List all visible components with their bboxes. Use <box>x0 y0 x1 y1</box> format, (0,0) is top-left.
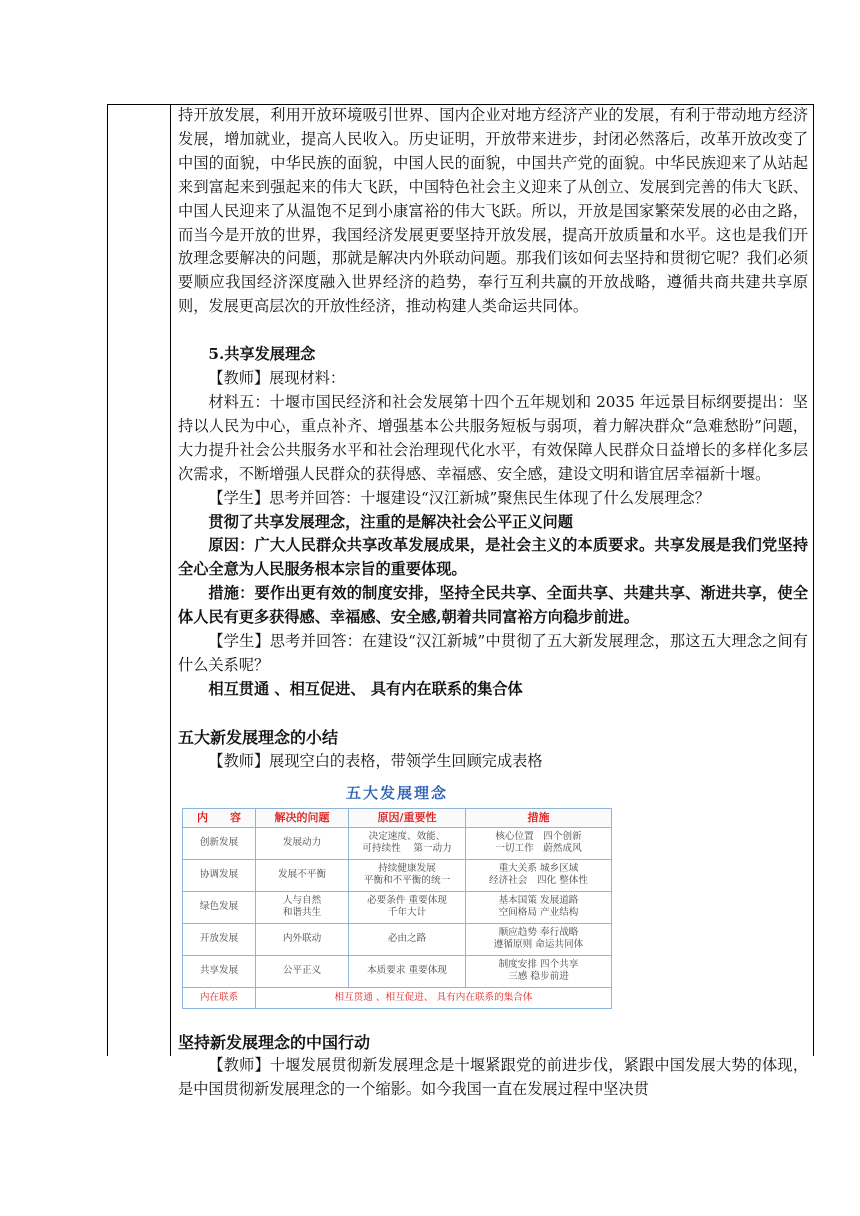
header-cell: 解决的问题 <box>256 808 349 827</box>
summary-label-cell: 内在联系 <box>183 987 256 1008</box>
spacer <box>178 319 808 343</box>
table-row <box>183 955 612 987</box>
table-header-row <box>183 808 612 827</box>
table-cell: 绿色发展 <box>183 891 256 923</box>
header-cell: 内 容 <box>183 808 256 827</box>
teacher-closing-paragraph: 【教师】十堰发展贯彻新发展理念是十堰紧跟党的前进步伐，紧跟中国发展大势的体现，是中国贯彻新发展理念的一个缩影。如今我国一直在发展过程中坚决贯 <box>178 1056 808 1099</box>
table-row <box>183 827 612 859</box>
table-cell: 人与自然 和谐共生 <box>256 891 349 923</box>
summary-heading: 五大新发展理念的小结 <box>178 727 339 747</box>
table-cell: 开放发展 <box>183 923 256 955</box>
reason-paragraph: 原因：广大人民群众共享改革发展成果，是社会主义的本质要求。共享发展是我们党坚持全心全意为人民服务根本宗旨的重要体现。 <box>178 536 808 579</box>
table-cell: 共享发展 <box>183 955 256 987</box>
table-cell: 创新发展 <box>183 827 256 859</box>
table-body <box>183 827 612 1008</box>
table-cell: 顺应趋势 奉行战略 遵循原则 命运共同体 <box>466 923 612 955</box>
table-cell: 基本国策 发展道路 空间格局 产业结构 <box>466 891 612 923</box>
table-cell: 制度安排 四个共享 三感 稳步前进 <box>466 955 612 987</box>
table-cell: 内外联动 <box>256 923 349 955</box>
student-question-2: 【学生】思考并回答：在建设“汉江新城”中贯彻了五大新发展理念，那这五大理念之间有什么关系呢？ <box>178 632 808 674</box>
spacer <box>178 1013 808 1031</box>
table-cell: 协调发展 <box>183 859 256 891</box>
table-cell: 重大关系 城乡区域 经济社会 四化 整体性 <box>466 859 612 891</box>
summary-text-cell: 相互贯通 、相互促进、 具有内在联系的集合体 <box>256 987 612 1008</box>
header-cell: 原因/重要性 <box>349 808 466 827</box>
table-cell: 本质要求 重要体现 <box>349 955 466 987</box>
column-divider <box>170 104 171 1056</box>
table-row <box>183 923 612 955</box>
table-title: 五大发展理念 <box>345 783 448 802</box>
teacher-show-table: 【教师】展现空白的表格，带领学生回顾完成表格 <box>208 751 543 770</box>
table-cell: 决定速度、效能、 可持续性 第一动力 <box>349 827 466 859</box>
teacher-show-material: 【教师】展现材料： <box>208 369 346 388</box>
table-cell: 公平正义 <box>256 955 349 987</box>
table-row <box>183 891 612 923</box>
table-cell: 核心位置 四个创新 一切工作 蔚然成风 <box>466 827 612 859</box>
china-action-heading: 坚持新发展理念的中国行动 <box>178 1032 371 1052</box>
table-cell: 持续健康发展 平衡和不平衡的统一 <box>349 859 466 891</box>
answer-relationship: 相互贯通 、相互促进、 具有内在联系的集合体 <box>208 679 523 698</box>
section-5-heading: 5.共享发展理念 <box>208 345 316 364</box>
five-concepts-table-image <box>182 778 612 1009</box>
material-five-paragraph: 材料五：十堰市国民经济和社会发展第十四个五年规划和 2035 年远景目标纲要提出：坚持以人民为中心，重点补齐、增强基本公共服务短板与弱项，着力解决群众“急难愁盼”问题，大力提升社会公共服务水平和社会治理现代化水平，有效保障人民群众日益增长的多样化多层次需求，不断增强人民群众的获得感、幸福感、安全感，建设文明和谐宜居幸福新十堰。 <box>178 392 808 483</box>
answer-shared-development: 贯彻了共享发展理念，注重的是解决社会公平正义问题 <box>208 512 573 531</box>
student-question-1: 【学生】思考并回答：十堰建设“汉江新城”聚焦民生体现了什么发展理念？ <box>208 488 710 507</box>
table-cell: 发展不平衡 <box>256 859 349 891</box>
table-cell: 必要条件 重要体现 千年大计 <box>349 891 466 923</box>
table-cell: 发展动力 <box>256 827 349 859</box>
table-summary-row <box>183 987 612 1008</box>
measures-paragraph: 措施：要作出更有效的制度安排，坚持全民共享、全面共享、共建共享、渐进共享，使全体人民有更多获得感、幸福感、安全感,朝着共同富裕方向稳步前进。 <box>178 584 808 627</box>
five-concepts-table <box>182 808 612 1009</box>
table-row <box>183 859 612 891</box>
open-development-paragraph: 持开放发展，利用开放环境吸引世界、国内企业对地方经济产业的发展，有利于带动地方经济发展，增加就业，提高人民收入。历史证明，开放带来进步，封闭必然落后，改革开放改变了中国的面貌，中华民族的面貌，中国人民的面貌，中国共产党的面貌。中华民族迎来了从站起来到富起来到强起来的伟大飞跃，中国特色社会主义迎来了从创立、发展到完善的伟大飞跃、中国人民迎来了从温饱不足到小康富裕的伟大飞跃。所以，开放是国家繁荣发展的必由之路，而当今是开放的世界，我国经济发展更要坚持开放发展，提高开放质量和水平。这也是我们开放理念要解决的问题，那就是解决内外联动问题。那我们该如何去坚持和贯彻它呢？我们必须要顺应我国经济深度融入世界经济的趋势，奉行互利共赢的开放战略，遵循共商共建共享原则，发展更高层次的开放性经济，推动构建人类命运共同体。 <box>178 106 808 316</box>
table-cell: 必由之路 <box>349 923 466 955</box>
header-cell: 措施 <box>466 808 612 827</box>
spacer <box>178 702 808 726</box>
lesson-content-cell <box>178 104 808 1102</box>
